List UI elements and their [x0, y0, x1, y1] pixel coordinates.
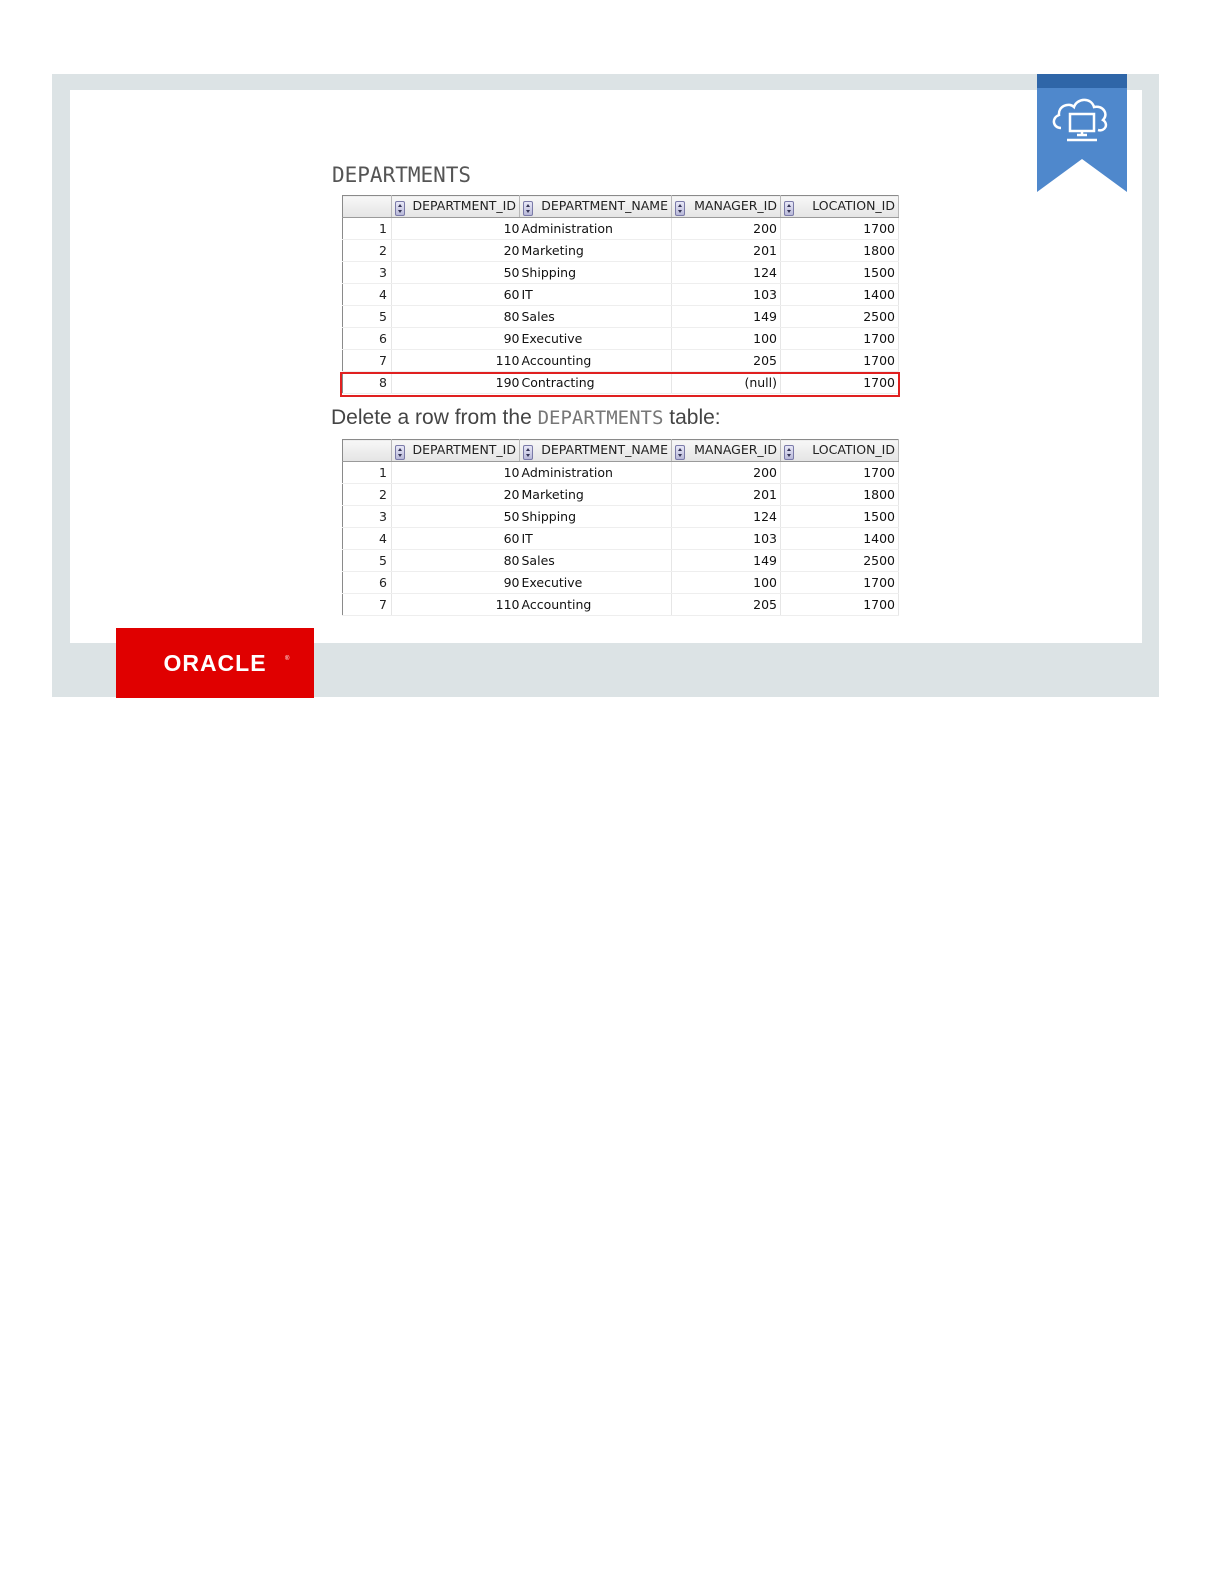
- table-row[interactable]: [343, 528, 899, 550]
- sort-icon[interactable]: [523, 201, 533, 216]
- location-id-cell: 1500: [781, 506, 899, 528]
- table-header-row: [343, 196, 899, 218]
- caption: [331, 406, 721, 430]
- table-row[interactable]: [343, 550, 899, 572]
- location-id-cell: 2500: [781, 550, 899, 572]
- department-id-cell: 60: [392, 528, 520, 550]
- manager-id-cell: 100: [672, 572, 781, 594]
- row-number: 8: [343, 372, 392, 394]
- department-name-cell: Administration: [520, 218, 672, 240]
- row-number: 5: [343, 550, 392, 572]
- manager-id-cell: 100: [672, 328, 781, 350]
- department-name-cell: IT: [520, 284, 672, 306]
- table-title: DEPARTMENTS: [332, 163, 472, 187]
- department-id-cell: 10: [392, 218, 520, 240]
- column-header[interactable]: MANAGER_ID: [672, 440, 781, 462]
- table-row[interactable]: [343, 284, 899, 306]
- department-name-cell: Contracting: [520, 372, 672, 394]
- row-number: 1: [343, 462, 392, 484]
- row-number: 3: [343, 506, 392, 528]
- location-id-cell: 1800: [781, 484, 899, 506]
- manager-id-cell: 200: [672, 462, 781, 484]
- location-id-cell: 1500: [781, 262, 899, 284]
- department-name-cell: Shipping: [520, 506, 672, 528]
- oracle-logo: [116, 628, 314, 698]
- table-row[interactable]: [343, 462, 899, 484]
- department-name-cell: Shipping: [520, 262, 672, 284]
- department-name-cell: Executive: [520, 572, 672, 594]
- location-id-cell: 1700: [781, 594, 899, 616]
- location-id-cell: 1700: [781, 218, 899, 240]
- manager-id-cell: 200: [672, 218, 781, 240]
- manager-id-cell: 124: [672, 506, 781, 528]
- manager-id-cell: 201: [672, 240, 781, 262]
- location-id-cell: 1700: [781, 372, 899, 394]
- manager-id-cell: 205: [672, 594, 781, 616]
- department-id-cell: 60: [392, 284, 520, 306]
- department-name-cell: Marketing: [520, 240, 672, 262]
- department-id-cell: 110: [392, 594, 520, 616]
- location-id-cell: 1700: [781, 350, 899, 372]
- row-number: 2: [343, 484, 392, 506]
- column-header[interactable]: LOCATION_ID: [781, 196, 899, 218]
- department-id-cell: 90: [392, 328, 520, 350]
- manager-id-cell: 149: [672, 550, 781, 572]
- column-header[interactable]: DEPARTMENT_NAME: [520, 440, 672, 462]
- sort-icon[interactable]: [675, 201, 685, 216]
- oracle-wordmark: [140, 651, 290, 675]
- department-name-cell: Administration: [520, 462, 672, 484]
- row-number: 3: [343, 262, 392, 284]
- manager-id-cell: 205: [672, 350, 781, 372]
- column-header[interactable]: DEPARTMENT_ID: [392, 196, 520, 218]
- department-name-cell: Accounting: [520, 594, 672, 616]
- svg-text:®: ®: [285, 656, 290, 662]
- row-number: 7: [343, 594, 392, 616]
- department-id-cell: 90: [392, 572, 520, 594]
- location-id-cell: 1700: [781, 328, 899, 350]
- department-name-cell: IT: [520, 528, 672, 550]
- table-row[interactable]: [343, 218, 899, 240]
- row-number: 2: [343, 240, 392, 262]
- sort-icon[interactable]: [675, 445, 685, 460]
- location-id-cell: 1400: [781, 284, 899, 306]
- row-number: 1: [343, 218, 392, 240]
- table-row[interactable]: [343, 306, 899, 328]
- table-row[interactable]: [343, 572, 899, 594]
- row-number: 6: [343, 328, 392, 350]
- oracle-wordmark-text: ORACLE: [163, 651, 267, 675]
- department-id-cell: 50: [392, 506, 520, 528]
- column-header[interactable]: DEPARTMENT_NAME: [520, 196, 672, 218]
- column-header[interactable]: DEPARTMENT_ID: [392, 440, 520, 462]
- table-row[interactable]: [343, 240, 899, 262]
- row-number: 7: [343, 350, 392, 372]
- department-name-cell: Sales: [520, 306, 672, 328]
- department-id-cell: 110: [392, 350, 520, 372]
- table-row[interactable]: [343, 350, 899, 372]
- table-row[interactable]: [343, 328, 899, 350]
- manager-id-cell: 124: [672, 262, 781, 284]
- caption-prefix: Delete a row from the: [331, 406, 538, 429]
- department-id-cell: 80: [392, 550, 520, 572]
- location-id-cell: 1700: [781, 462, 899, 484]
- table-header-row: [343, 440, 899, 462]
- department-name-cell: Accounting: [520, 350, 672, 372]
- location-id-cell: 1800: [781, 240, 899, 262]
- department-id-cell: 20: [392, 240, 520, 262]
- table-row[interactable]: [343, 484, 899, 506]
- row-number: 6: [343, 572, 392, 594]
- row-number: 4: [343, 528, 392, 550]
- manager-id-cell: 103: [672, 284, 781, 306]
- location-id-cell: 1700: [781, 572, 899, 594]
- table-row[interactable]: [343, 372, 899, 394]
- manager-id-cell: 149: [672, 306, 781, 328]
- caption-suffix: table:: [663, 406, 721, 429]
- column-header[interactable]: LOCATION_ID: [781, 440, 899, 462]
- bookmark-ribbon: [1037, 74, 1127, 192]
- table-row[interactable]: [343, 506, 899, 528]
- sort-icon[interactable]: [523, 445, 533, 460]
- departments-table-before: [342, 195, 899, 394]
- manager-id-cell: 201: [672, 484, 781, 506]
- department-name-cell: Sales: [520, 550, 672, 572]
- table-row[interactable]: [343, 594, 899, 616]
- row-number: 4: [343, 284, 392, 306]
- manager-id-cell: 103: [672, 528, 781, 550]
- department-id-cell: 80: [392, 306, 520, 328]
- departments-table-after: [342, 439, 899, 616]
- sort-icon[interactable]: [784, 445, 794, 460]
- location-id-cell: 2500: [781, 306, 899, 328]
- department-id-cell: 10: [392, 462, 520, 484]
- row-number-header: [343, 440, 392, 462]
- manager-id-cell: (null): [672, 372, 781, 394]
- table-row[interactable]: [343, 262, 899, 284]
- caption-table-name: DEPARTMENTS: [537, 407, 664, 429]
- sort-icon[interactable]: [784, 201, 794, 216]
- department-name-cell: Executive: [520, 328, 672, 350]
- row-number-header: [343, 196, 392, 218]
- department-id-cell: 20: [392, 484, 520, 506]
- row-number: 5: [343, 306, 392, 328]
- sort-icon[interactable]: [395, 201, 405, 216]
- department-id-cell: 50: [392, 262, 520, 284]
- department-name-cell: Marketing: [520, 484, 672, 506]
- location-id-cell: 1400: [781, 528, 899, 550]
- department-id-cell: 190: [392, 372, 520, 394]
- sort-icon[interactable]: [395, 445, 405, 460]
- column-header[interactable]: MANAGER_ID: [672, 196, 781, 218]
